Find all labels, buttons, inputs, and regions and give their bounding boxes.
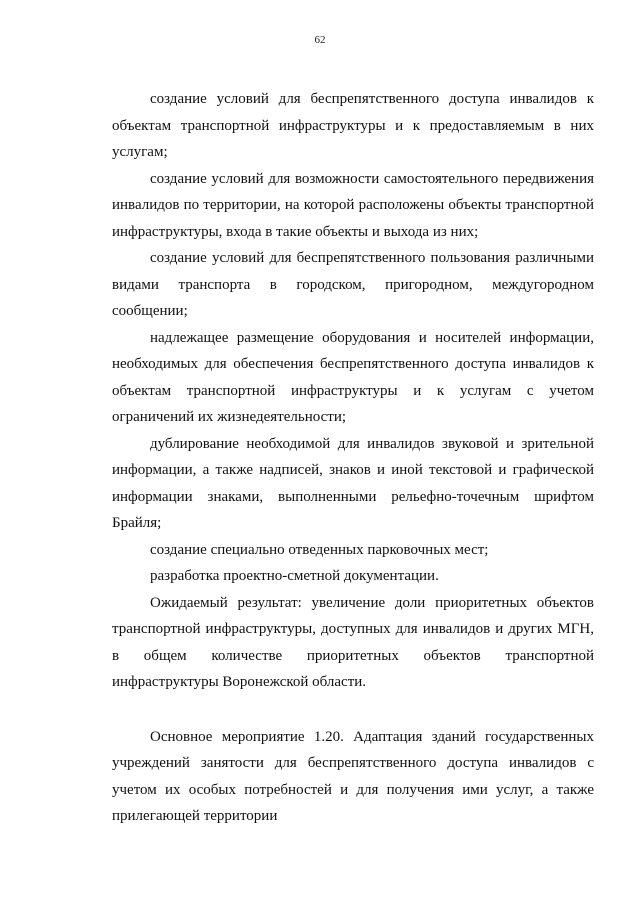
paragraph-6: создание специально отведенных парковочных мест;	[150, 541, 489, 558]
paragraph-4: надлежащее размещение оборудования и носителей информации, необходимых для обеспечения беспрепятственного доступа инвалидов к объектам транспортной инфраструктуры и к услугам с учетом ограничений их жизнедеятельности;	[112, 329, 594, 425]
section-heading: Основное мероприятие 1.20. Адаптация зданий государственных учреждений занятости для беспрепятственного доступа инвалидов с учетом их особых потребностей и для получения ими услуг, а также прилегающей территории	[112, 728, 594, 824]
paragraph-3: создание условий для беспрепятственного пользования различными видами транспорта в городском, пригородном, междугородном сообщении;	[112, 250, 594, 319]
paragraph-7: разработка проектно-сметной документации.	[150, 568, 439, 584]
page-number: 62	[314, 34, 326, 46]
paragraph-5: дублирование необходимой для инвалидов звуковой и зрительной информации, а также надписей, знаков и иной текстовой и графической информации знаками, выполненными рельефно-точечным шрифтом Брайля;	[112, 435, 594, 531]
paragraph-8: Ожидаемый результат: увеличение доли приоритетных объектов транспортной инфраструктуры, доступных для инвалидов и других МГН, в общем количестве приоритетных объектов транспортной инфраструктуры Воронежской области.	[112, 594, 594, 690]
document-body	[112, 86, 594, 830]
paragraph-1: создание условий для беспрепятственного доступа инвалидов к объектам транспортной инфраструктуры и к предоставляемым в них услугам;	[112, 91, 594, 160]
paragraph-2: создание условий для возможности самостоятельного передвижения инвалидов по территории, на которой расположены объекты транспортной инфраструктуры, входа в такие объекты и выхода из них;	[112, 170, 594, 240]
